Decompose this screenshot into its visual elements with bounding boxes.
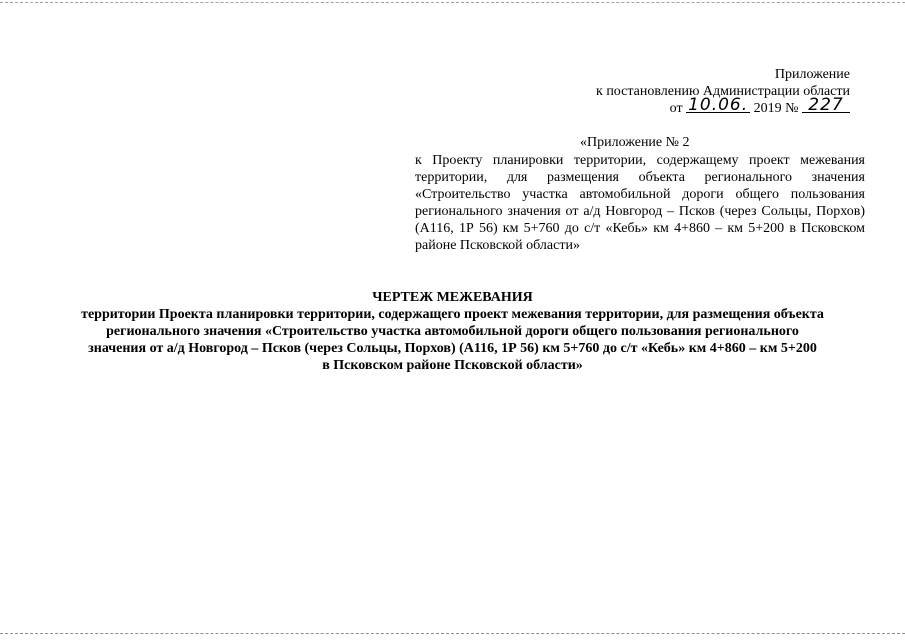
appendix-title: Приложение bbox=[774, 67, 850, 82]
heading-line-2: регионального значения «Строительство участка автомобильной дороги общего пользования регионального bbox=[106, 324, 799, 339]
heading-line-4: в Псковском районе Псковской области» bbox=[322, 358, 583, 373]
scan-edge-top bbox=[0, 2, 905, 3]
appendix-resolution-line: к постановлению Администрации области bbox=[596, 84, 850, 99]
date-prefix: от bbox=[669, 101, 683, 116]
appendix2-title: «Приложение № 2 bbox=[580, 135, 690, 150]
handwritten-number: 227 bbox=[802, 98, 850, 113]
year-text: 2019 № bbox=[753, 101, 799, 116]
scan-edge-bottom bbox=[0, 633, 905, 634]
appendix-date-line bbox=[560, 95, 850, 117]
drawing-heading bbox=[40, 289, 865, 374]
appendix2-body: к Проекту планировки территории, содержащему проект межевания территории, для размещения объекта регионального значения «Строительство участка автомобильной дороги общего пользования регионального значения от а/д Новгород – Псков (через Сольцы, Порхов) (А116, 1Р 56) км 5+760 до с/т «Кебь» км 4+860 – км 5+200 в Псковском районе Псковской области» bbox=[415, 153, 865, 253]
appendix-block bbox=[560, 66, 850, 117]
appendix2-block bbox=[415, 134, 865, 254]
heading-line-3: значения от а/д Новгород – Псков (через Сольцы, Порхов) (А116, 1Р 56) км 5+760 до с/т «Кебь» км 4+860 – км 5+200 bbox=[88, 341, 817, 356]
heading-line-1: территории Проекта планировки территории, содержащего проект межевания территории, для размещения объекта bbox=[81, 307, 824, 322]
handwritten-date: 10.06. bbox=[688, 95, 749, 115]
heading-title: ЧЕРТЕЖ МЕЖЕВАНИЯ bbox=[372, 290, 533, 305]
